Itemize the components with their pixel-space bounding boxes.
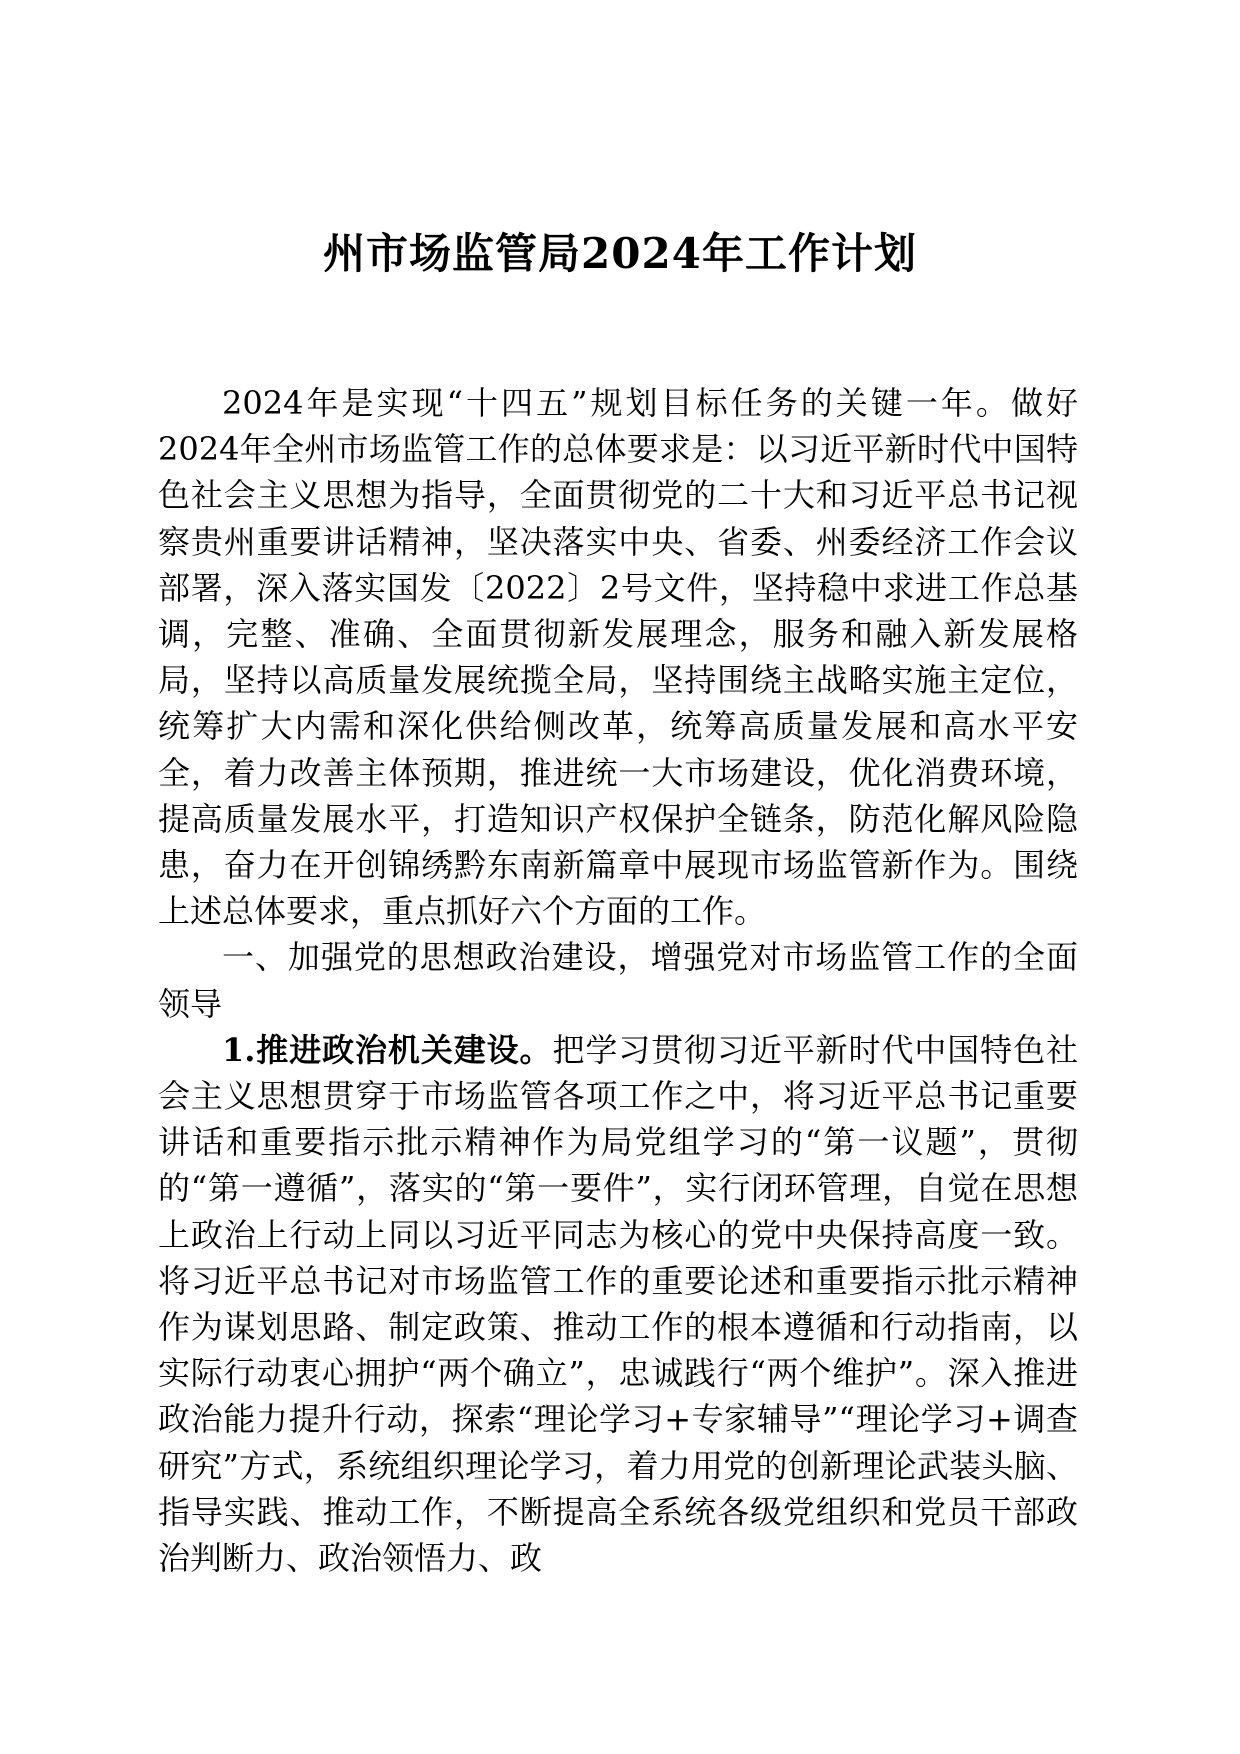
document-body [158,380,1078,1581]
item-title: 1.推进政治机关建设。 [222,1030,553,1069]
item-text: 把学习贯彻习近平新时代中国特色社会主义思想贯穿于市场监管各项工作之中，将习近平总书记重要讲话和重要指示批示精神作为局党组学习的“第一议题”，贯彻的“第一遵循”，落实的“第一要件”，实行闭环管理，自觉在思想上政治上行动上同以习近平同志为核心的党中央保持高度一致。将习近平总书记对市场监管工作的重要论述和重要指示批示精神作为谋划思路、制定政策、推动工作的根本遵循和行动指南，以实际行动衷心拥护“两个确立”，忠诚践行“两个维护”。深入推进政治能力提升行动，探索“理论学习+专家辅导”“理论学习+调查研究”方式，系统组织理论学习，着力用党的创新理论武装头脑、指导实践、推动工作，不断提高全系统各级党组织和党员干部政治判断力、政治领悟力、政 [158,1030,1078,1578]
section-heading: 一、加强党的思想政治建设，增强党对市场监管工作的全面领导 [158,938,1078,1023]
document-title: 州市场监管局2024年工作计划 [323,229,917,278]
intro-paragraph: 2024年是实现“十四五”规划目标任务的关键一年。做好2024年全州市场监管工作的总体要求是：以习近平新时代中国特色社会主义思想为指导，全面贯彻党的二十大和习近平总书记视察贵州重要讲话精神，坚决落实中央、省委、州委经济工作会议部署，深入落实国发〔2022〕2号文件，坚持稳中求进工作总基调，完整、准确、全面贯彻新发展理念，服务和融入新发展格局，坚持以高质量发展统揽全局，坚持围绕主战略实施主定位，统筹扩大内需和深化供给侧改革，统筹高质量发展和高水平安全，着力改善主体预期，推进统一大市场建设，优化消费环境，提高质量发展水平，打造知识产权保护全链条，防范化解风险隐患，奋力在开创锦绣黔东南新篇章中展现市场监管新作为。围绕上述总体要求，重点抓好六个方面的工作。 [158,384,1078,931]
item-paragraph [158,1027,1078,1581]
